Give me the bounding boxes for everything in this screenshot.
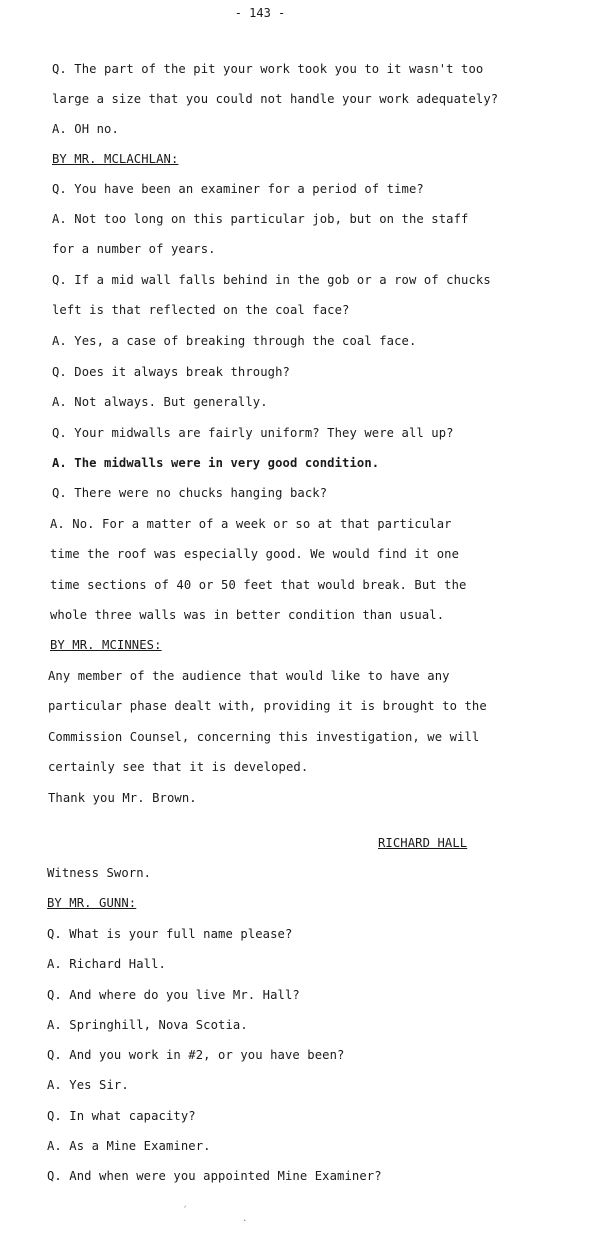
transcript-line: A. Yes, a case of breaking through the coal face. (52, 334, 417, 348)
transcript-line: whole three walls was in better condition than usual. (50, 608, 445, 622)
transcript-line: A. Not always. But generally. (52, 395, 268, 409)
transcript-line: A. As a Mine Examiner. (47, 1139, 211, 1153)
transcript-line: left is that reflected on the coal face? (52, 303, 350, 317)
transcript-line: A. No. For a matter of a week or so at that particular (50, 517, 452, 531)
witness-name: RICHARD HALL (378, 836, 468, 850)
section-heading: BY MR. GUNN: (47, 896, 137, 910)
transcript-line: time the roof was especially good. We would find it one (50, 547, 460, 561)
transcript-line: Any member of the audience that would like to have any (48, 669, 450, 683)
stray-mark: . (242, 1214, 248, 1224)
transcript-line: A. OH no. (52, 122, 119, 136)
transcript-line: for a number of years. (52, 242, 216, 256)
transcript-line: Witness Sworn. (47, 866, 152, 880)
transcript-line: time sections of 40 or 50 feet that would break. But the (50, 578, 467, 592)
transcript-line: Commission Counsel, concerning this investigation, we will (48, 730, 480, 744)
transcript-line: large a size that you could not handle your work adequately? (52, 92, 499, 106)
section-heading: BY MR. MCINNES: (50, 638, 162, 652)
transcript-line: Q. Your midwalls are fairly uniform? They were all up? (52, 426, 454, 440)
transcript-line: Q. If a mid wall falls behind in the gob or a row of chucks (52, 273, 491, 287)
transcript-line: Q. And where do you live Mr. Hall? (47, 988, 300, 1002)
transcript-line: A. Springhill, Nova Scotia. (47, 1018, 248, 1032)
transcript-line: Thank you Mr. Brown. (48, 791, 197, 805)
transcript-line: Q. And you work in #2, or you have been? (47, 1048, 345, 1062)
transcript-line: A. Not too long on this particular job, but on the staff (52, 212, 469, 226)
transcript-line: A. Richard Hall. (47, 957, 166, 971)
transcript-line: Q. There were no chucks hanging back? (52, 486, 328, 500)
stray-mark: ´ (182, 1206, 188, 1216)
transcript-line: Q. The part of the pit your work took you to it wasn't too (52, 62, 484, 76)
transcript-line: particular phase dealt with, providing it is brought to the (48, 699, 487, 713)
transcript-line: Q. You have been an examiner for a period of time? (52, 182, 424, 196)
section-heading: BY MR. MCLACHLAN: (52, 152, 179, 166)
transcript-line: A. Yes Sir. (47, 1078, 129, 1092)
page-number: - 143 - (234, 6, 286, 20)
transcript-line: Q. And when were you appointed Mine Examiner? (47, 1169, 382, 1183)
transcript-line: Q. In what capacity? (47, 1109, 196, 1123)
transcript-line: A. The midwalls were in very good condition. (52, 456, 380, 470)
transcript-line: Q. What is your full name please? (47, 927, 293, 941)
transcript-line: certainly see that it is developed. (48, 760, 309, 774)
transcript-line: Q. Does it always break through? (52, 365, 290, 379)
